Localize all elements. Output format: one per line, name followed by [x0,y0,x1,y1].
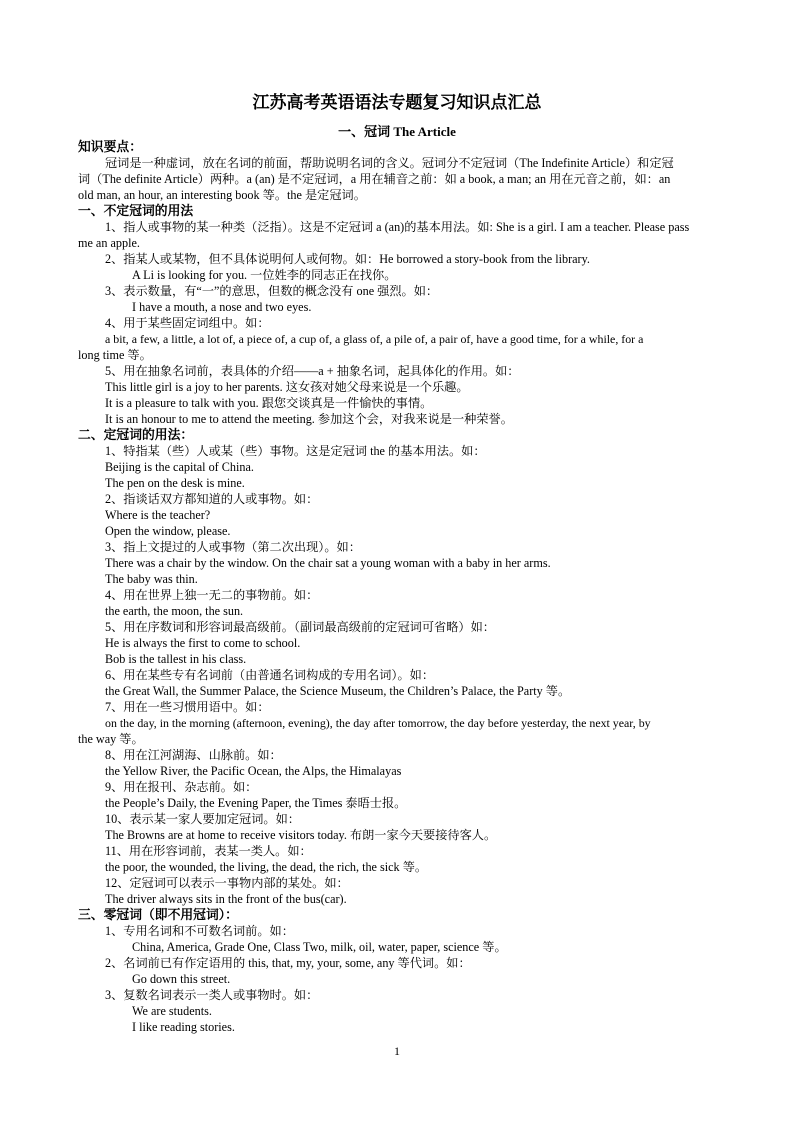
example-line: the poor, the wounded, the living, the dead, the rich, the sick 等。 [105,860,428,874]
paragraph-line: 11、用在形容词前，表某一类人。如： [105,844,312,858]
example-line: There was a chair by the window. On the chair sat a young woman with a baby in her arms. [105,556,551,570]
example-line: The driver always sits in the front of the bus(car). [105,892,347,906]
example-line: the Great Wall, the Summer Palace, the Science Museum, the Children’s Palace, the Party 等。 [105,684,571,698]
example-line: We are students. [132,1004,212,1018]
paragraph-line: 4、用在世界上独一无二的事物前。如： [105,588,319,602]
paragraph-line: 1、特指某（些）人或某（些）事物。这是定冠词 the 的基本用法。如： [105,444,486,458]
example-line: This little girl is a joy to her parents. 这女孩对她父母来说是一个乐趣。 [105,380,469,394]
paragraph-line: 1、专用名词和不可数名词前。如： [105,924,294,938]
paragraph-line: 4、用于某些固定词组中。如： [105,316,270,330]
example-line: Open the window, please. [105,524,231,538]
example-line: the Yellow River, the Pacific Ocean, the Alps, the Himalayas [105,764,402,778]
paragraph-line: 10、表示某一家人要加定冠词。如： [105,812,300,826]
example-line: Go down this street. [132,972,231,986]
example-line: China, America, Grade One, Class Two, milk, oil, water, paper, science 等。 [132,940,507,954]
paragraph-line: long time 等。 [78,348,152,362]
example-line: the way 等。 [78,732,144,746]
paragraph-line: 词（The definite Article）两种。a (an) 是不定冠词，a 用在辅音之前：如 a book, a man; an 用在元音之前，如：an [78,172,671,186]
example-line: I like reading stories. [132,1020,235,1034]
example-line: I have a mouth, a nose and two eyes. [132,300,312,314]
paragraph-line: 12、定冠词可以表示一事物内部的某处。如： [105,876,349,890]
paragraph-line: old man, an hour, an interesting book 等。the 是定冠词。 [78,188,366,202]
page-number: 1 [394,1044,400,1058]
paragraph-line: 1、指人或事物的某一种类（泛指）。这是不定冠词 a (an)的基本用法。如: She is a girl. I am a teacher. Please pass [105,220,690,234]
example-line: Beijing is the capital of China. [105,460,254,474]
paragraph-line: 3、表示数量，有“一”的意思，但数的概念没有 one 强烈。如： [105,284,439,298]
paragraph-line: 8、用在江河湖海、山脉前。如： [105,748,282,762]
example-line: He is always the first to come to school. [105,636,301,650]
paragraph-line: 5、用在序数词和形容词最高级前。（副词最高级前的定冠词可省略）如： [105,620,495,634]
example-line: Where is the teacher? [105,508,211,522]
section-heading-article: 一、冠词 The Article [338,124,456,139]
example-line: The pen on the desk is mine. [105,476,245,490]
example-line: A Li is looking for you. 一位姓李的同志正在找你。 [132,268,397,282]
example-line: the People’s Daily, the Evening Paper, the Times 泰晤士报。 [105,796,407,810]
paragraph-line: 2、指某人或某物，但不具体说明何人或何物。如：He borrowed a story-book from the library. [105,252,590,266]
paragraph-line: 5、用在抽象名词前，表具体的介绍——a + 抽象名词，起具体化的作用。如： [105,364,520,378]
heading-key-points: 知识要点： [78,140,142,154]
example-line: the earth, the moon, the sun. [105,604,244,618]
paragraph-line: me an apple. [78,236,140,250]
example-line: The baby was thin. [105,572,198,586]
paragraph-line: 2、名词前已有作定语用的 this, that, my, your, some, any 等代词。如： [105,956,471,970]
example-line: Bob is the tallest in his class. [105,652,247,666]
paragraph-line: 3、指上文提过的人或事物（第二次出现）。如： [105,540,361,554]
heading-indefinite-article: 一、不定冠词的用法 [78,204,194,218]
paragraph-line: 3、复数名词表示一类人或事物时。如： [105,988,319,1002]
example-line: a bit, a few, a little, a lot of, a piece of, a cup of, a glass of, a pile of, a pair of, have a good time, for a while, for a [105,332,644,346]
example-line: It is an honour to me to attend the meeting. 参加这个会，对我来说是一种荣誉。 [105,412,513,426]
paragraph-line: 7、用在一些习惯用语中。如： [105,700,270,714]
page-title: 江苏高考英语语法专题复习知识点汇总 [252,93,542,112]
heading-definite-article: 二、定冠词的用法： [78,428,194,442]
example-line: It is a pleasure to talk with you. 跟您交谈真是一件愉快的事情。 [105,396,433,410]
example-line: on the day, in the morning (afternoon, evening), the day after tomorrow, the day before yesterday, the next year, by [105,716,651,730]
paragraph-line: 2、指谈话双方都知道的人或事物。如： [105,492,319,506]
heading-zero-article: 三、零冠词（即不用冠词）： [78,908,238,922]
example-line: The Browns are at home to receive visitors today. 布朗一家今天要接待客人。 [105,828,497,842]
paragraph-line: 冠词是一种虚词，放在名词的前面，帮助说明名词的含义。冠词分不定冠词（The Indefinite Article）和定冠 [105,156,674,170]
paragraph-line: 6、用在某些专有名词前（由普通名词构成的专用名词）。如： [105,668,435,682]
paragraph-line: 9、用在报刊、杂志前。如： [105,780,258,794]
